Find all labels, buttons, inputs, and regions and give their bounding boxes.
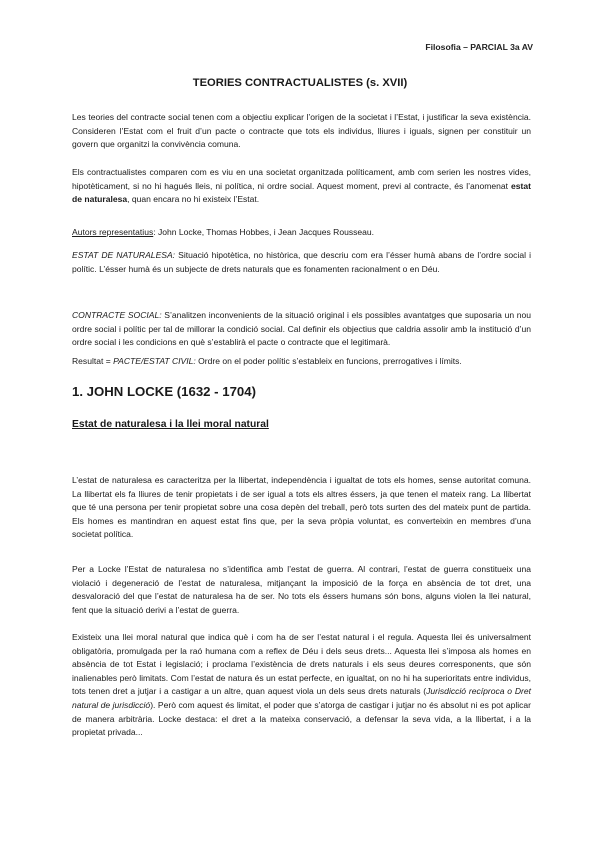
contracte-social-text: S’analitzen inconvenients de la situació original i els possibles avantatges que suposaria un nou ordre social i polític per tal de millorar la condició social. Cal definir els objectius que caldria assolir amb la institució d’un ordre social i les condicions en què s’establirà el pacte o contracte que el legitimarà.: [72, 310, 531, 348]
contracte-social-label: CONTRACTE SOCIAL:: [72, 310, 162, 320]
intro-p2-text-a: Els contractualistes comparen com es viu en una societat organitzada políticament, amb com serien les nostres vides, hipotèticament, si no hi hagués lleis, ni política, ni ordre social. Aquest moment, previ al contracte, és l’anomenat: [72, 167, 531, 191]
resultat-text: Ordre on el poder polític s’estableix en funcions, prerrogatives i límits.: [195, 356, 462, 366]
authors-list: : John Locke, Thomas Hobbes, i Jean Jacques Rousseau.: [153, 227, 375, 237]
page-header: Filosofia – PARCIAL 3a AV: [425, 42, 533, 52]
intro-p2-text-b: , quan encara no hi existeix l’Estat.: [127, 194, 260, 205]
estat-naturalesa-term: estat de naturalesa: [72, 180, 531, 205]
estat-naturalesa-paragraph: [72, 249, 531, 276]
resultat-paragraph: [72, 355, 531, 369]
jurisdiccio-term: Jurisdicció recíproca o Dret natural de jurisdicció: [72, 686, 531, 710]
authors-label: Autors representatius: [72, 227, 154, 237]
section-heading-locke: 1. JOHN LOCKE (1632 - 1704): [72, 384, 256, 399]
contracte-social-paragraph: [72, 309, 531, 350]
estat-naturalesa-label: ESTAT DE NATURALESA:: [72, 250, 176, 260]
locke-paragraph-2: Per a Locke l’Estat de naturalesa no s’identifica amb l’estat de guerra. Al contrari, l’estat de guerra constitueix una violació i degeneració de l’estat de naturalesa, mitjançant la imposició de la força en absència de tot dret, una desvaloració del que l’estat de naturalesa ha de ser. No tots els éssers humans són bons, alguns violen la llei natural, fent que la situació derivi a l’estat de guerra.: [72, 564, 531, 615]
subsection-heading: Estat de naturalesa i la llei moral natural: [72, 419, 269, 430]
document-title: TEORIES CONTRACTUALISTES (s. XVII): [192, 77, 408, 89]
authors-paragraph: [72, 226, 531, 240]
resultat-prefix: Resultat =: [72, 356, 114, 366]
locke-paragraph-1: L’estat de naturalesa es caracteritza per la llibertat, independència i igualtat de tots els homes, sense autoritat comuna. La llibertat els fa lliures de tenir propietats i de ser igual a tots els altres éssers, ja que tenen el mateix rang. La llibertat que té una persona per tenir propietat sobre una cosa depèn del treball, però tots surten des del mateix punt de partida. Els homes es mantindran en aquest estat fins que, per la seva pròpia voluntat, es converteixin en membres d’una societat política.: [72, 475, 531, 540]
locke-p3-text-a: Existeix una llei moral natural que indica què i com ha de ser l’estat natural i el regula. Aquesta llei és universalment obligatòria, promulgada per la raó humana com a reflex de Déu i dels seus drets... Aquesta llei s’imposa als homes en absència de tot Estat i legislació; i proclama l’existència de drets naturals i els seus deures corresponents, que són inalienables però limitats. Com l’estat de natura és un estat perfecte, en igualtat, on no hi ha superioritats entre individus, tots tenen dret a jutjar i a castigar a un altre, quan aquest viola un dels seus drets naturals (: [72, 632, 531, 697]
estat-naturalesa-text: Situació hipotètica, no històrica, que descriu com era l’ésser humà abans de l’ordre social i polític. L’ésser humà és un subjecte de drets naturals que es fonamenten racionalment o en Déu.: [72, 250, 531, 274]
intro-paragraph-2: [72, 166, 531, 207]
locke-p3-text-b: ). Però com aquest és limitat, el poder que s’atorga de castigar i jutjar no és absolut ni es pot aplicar de manera arbitrària. Locke destaca: el dret a la mateixa conservació, a defensar la seva vida, a la llibertat, i a la propietat privada...: [72, 699, 531, 738]
resultat-label: PACTE/ESTAT CIVIL:: [113, 356, 196, 366]
locke-paragraph-3: [72, 631, 531, 740]
intro-paragraph-1: Les teories del contracte social tenen com a objectiu explicar l’origen de la societat i l’Estat, i justificar la seva existència. Consideren l’Estat com el fruit d’un pacte o contracte que tots els individus, lliures i iguals, signen per constituir un govern que organitzi la convivència comuna.: [72, 112, 531, 150]
